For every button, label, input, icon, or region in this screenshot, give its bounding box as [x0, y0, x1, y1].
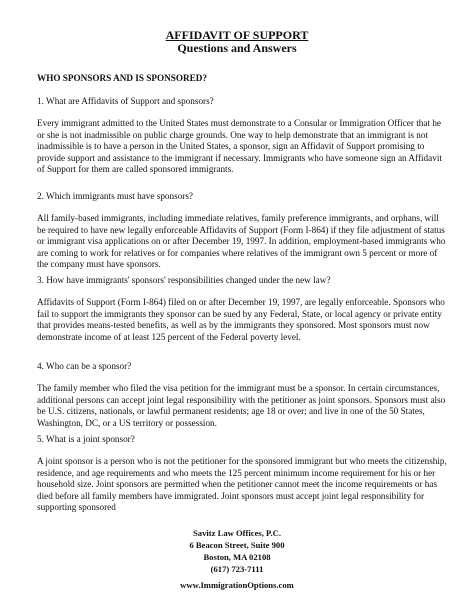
firm-name: Savitz Law Offices, P.C. — [193, 528, 281, 538]
answer-3: Affidavits of Support (Form I-864) filed on or after December 19, 1997, are legally enforceable. Sponsors who fail to support the immigrants they sponsor can be sued by any Federal, State, or local agency or private entity that provides means-tested benefits, as well as by the immigrants they sponsored. Most sponsors must now demonstrate income of at least 125 percent of the Federal poverty level. — [37, 297, 445, 342]
question-3: 3. How have immigrants' sponsors' responsibilities changed under the new law? — [37, 275, 331, 285]
answer-1: Every immigrant admitted to the United States must demonstrate to a Consular or Immigration Officer that he or she is not inadmissible on public charge grounds. One way to help demonstrate that an immigrant is not inadmissible is to have a person in the United States, a sponsor, sign an Affidavit of Support promising to provide support and assistance to the immigrant if necessary. Immigrants who have someone sign an Affidavit of Support for them are called sponsored immigrants. — [37, 118, 442, 174]
city-state-zip: Boston, MA 02108 — [203, 552, 271, 562]
document-title: AFFIDAVIT OF SUPPORT — [165, 28, 309, 42]
section-heading: WHO SPONSORS AND IS SPONSORED? — [37, 73, 208, 83]
question-5: 5. What is a joint sponsor? — [37, 434, 135, 444]
phone-number: (617) 723-7111 — [210, 564, 264, 574]
answer-2: All family-based immigrants, including immediate relatives, family preference immigrants, and orphans, will be required to have new legally enforceable Affidavits of Support (Form I-864) if they file adjustment of status or immigrant visa applications on or after December 19, 1997. In addition, employment-based immigrants who are coming to work for relatives or for companies where relatives of the immigrant own 5 percent or more of the company must have sponsors. — [37, 213, 446, 269]
question-4: 4. Who can be a sponsor? — [37, 361, 132, 371]
website-link[interactable]: www.ImmigrationOptions.com — [180, 580, 294, 590]
street-address: 6 Beacon Street, Suite 900 — [189, 540, 285, 550]
answer-4: The family member who filed the visa petition for the immigrant must be a sponsor. In certain circumstances, additional persons can accept joint legal responsibility with the petitioner as joint sponsors. Sponsors must also be U.S. citizens, nationals, or lawful permanent residents; age 18 or over; and live in one of the 50 States, Washington, DC, or a US territory or possession. — [37, 383, 446, 428]
document-subtitle: Questions and Answers — [177, 41, 297, 55]
question-2: 2. Which immigrants must have sponsors? — [37, 191, 193, 201]
answer-5: A joint sponsor is a person who is not the petitioner for the sponsored immigrant but who meets the citizenship, residence, and age requirements and who meets the 125 percent minimum income requirement for his or her household size. Joint sponsors are permitted when the petitioner cannot meet the income requirements or has died before all family members have immigrated. Joint sponsors must accept joint legal responsibility for supporting sponsored — [37, 456, 447, 512]
question-1: 1. What are Affidavits of Support and sponsors? — [37, 96, 214, 106]
